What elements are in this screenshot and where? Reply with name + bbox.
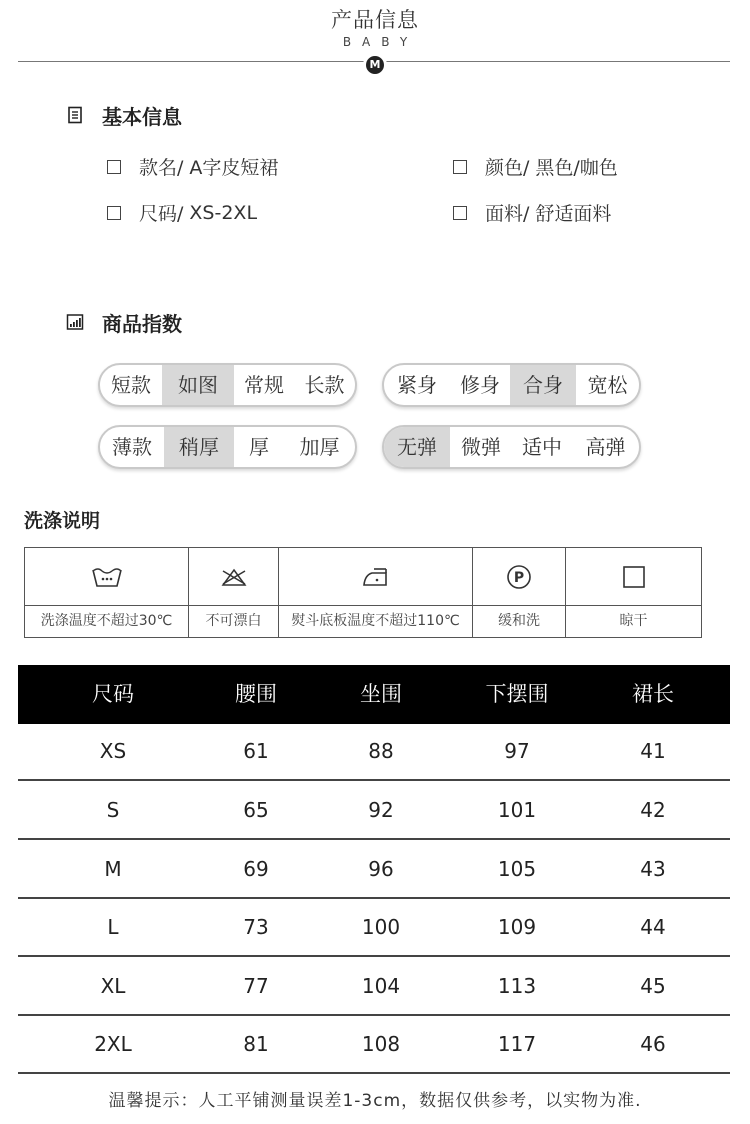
index-option: 长款: [304, 373, 345, 397]
washing-table: [24, 547, 702, 638]
info-item-fabric: [453, 199, 611, 226]
table-cell: L: [107, 915, 119, 939]
table-cell: 88: [368, 739, 394, 763]
wash-text: 缓和洗: [498, 613, 540, 629]
bar-chart-icon: [66, 313, 84, 331]
wash-text: 洗涤温度不超过30℃: [40, 613, 173, 629]
dry-clean-p-icon: [473, 562, 565, 592]
table-cell: 101: [497, 798, 537, 822]
info-label: 款名/: [139, 157, 184, 179]
table-row: [18, 842, 730, 899]
table-cell: 65: [243, 798, 269, 822]
info-label: 颜色/: [485, 157, 530, 179]
index-option-selected: 合身: [510, 365, 576, 405]
table-cell: 92: [368, 798, 394, 822]
size-table-header: [18, 665, 730, 724]
table-cell: 41: [640, 739, 666, 763]
wash-cell: [473, 548, 566, 637]
table-cell: 104: [361, 974, 401, 998]
table-cell: 105: [497, 857, 537, 881]
measurement-note: 温馨提示：人工平铺测量误差1-3cm，数据仅供参考，以实物为准.: [108, 1091, 642, 1111]
table-row: [18, 900, 730, 957]
index-option: 常规: [244, 373, 284, 397]
table-cell: 108: [361, 1032, 401, 1056]
index-option: 宽松: [587, 373, 628, 397]
info-value: 舒适面料: [535, 203, 612, 225]
table-cell: 109: [497, 915, 537, 939]
table-cell: 97: [504, 739, 530, 763]
table-cell: 44: [640, 915, 666, 939]
product-index-header: [66, 309, 182, 335]
index-fit: [382, 363, 641, 407]
index-option: 适中: [522, 435, 562, 459]
index-option-selected: 无弹: [384, 427, 450, 467]
table-row: [18, 724, 730, 781]
index-elasticity: [382, 425, 641, 469]
header-badge: M: [363, 53, 387, 77]
table-cell: 46: [640, 1032, 666, 1056]
document-icon: [66, 106, 84, 124]
header-cell: 下摆围: [485, 682, 549, 706]
table-row: [18, 1017, 730, 1074]
info-value: 黑色/咖色: [535, 157, 618, 179]
info-value: A字皮短裙: [189, 157, 279, 179]
no-bleach-icon: [189, 562, 278, 592]
header-cell: 坐围: [360, 682, 402, 706]
iron-icon: [279, 562, 472, 592]
index-option: 加厚: [299, 435, 340, 459]
index-option-selected: 稍厚: [164, 427, 234, 467]
product-index-title: 商品指数: [102, 311, 182, 336]
index-option: 高弹: [585, 435, 626, 459]
info-label: 面料/: [485, 203, 530, 225]
table-cell: 69: [243, 857, 269, 881]
page-title: 产品信息: [331, 8, 419, 32]
info-item-color: [453, 153, 618, 180]
table-cell: S: [106, 798, 120, 822]
index-option: 修身: [460, 373, 500, 397]
table-cell: 42: [640, 798, 666, 822]
wash-text: 熨斗底板温度不超过110℃: [291, 613, 460, 629]
table-cell: 77: [243, 974, 269, 998]
table-cell: 113: [497, 974, 537, 998]
header-cell: 裙长: [632, 682, 674, 706]
table-cell: 45: [640, 974, 666, 998]
checkbox-icon: [453, 206, 467, 220]
wash-cell: [189, 548, 279, 637]
wash-temp-30-icon: [25, 562, 188, 592]
table-cell: 73: [243, 915, 269, 939]
table-cell: XS: [99, 739, 127, 763]
table-cell: 2XL: [94, 1032, 132, 1056]
index-option: 微弹: [461, 435, 501, 459]
basic-info-header: [66, 102, 182, 128]
washing-title: 洗涤说明: [24, 510, 101, 532]
checkbox-icon: [453, 160, 467, 174]
table-cell: 96: [368, 857, 394, 881]
info-value: XS-2XL: [189, 201, 258, 224]
table-cell: 43: [640, 857, 666, 881]
index-option: 厚: [249, 435, 269, 459]
wash-cell: [279, 548, 473, 637]
table-cell: 61: [243, 739, 269, 763]
table-row: [18, 783, 730, 840]
index-option: 紧身: [397, 373, 437, 397]
index-thickness: [98, 425, 357, 469]
info-item-size: [107, 199, 257, 226]
table-cell: 117: [497, 1032, 537, 1056]
info-item-style: [107, 153, 278, 180]
page-subtitle: BABY: [342, 35, 419, 49]
table-cell: 81: [243, 1032, 269, 1056]
info-label: 尺码/: [139, 203, 184, 225]
table-row: [18, 959, 730, 1016]
wash-text: 晾干: [619, 613, 648, 629]
header-cell: 腰围: [235, 682, 277, 706]
header-cell: 尺码: [92, 682, 134, 706]
table-cell: 100: [361, 915, 401, 939]
line-dry-icon: [566, 562, 701, 592]
index-option: 薄款: [112, 435, 152, 459]
checkbox-icon: [107, 206, 121, 220]
index-option-selected: 如图: [162, 365, 234, 405]
index-length: [98, 363, 357, 407]
svg-text:P: P: [513, 570, 525, 586]
wash-text: 不可漂白: [205, 613, 262, 629]
table-cell: XL: [100, 974, 126, 998]
wash-cell: [25, 548, 189, 637]
checkbox-icon: [107, 160, 121, 174]
index-option: 短款: [111, 373, 151, 397]
basic-info-title: 基本信息: [102, 104, 182, 129]
table-cell: M: [104, 857, 122, 881]
wash-cell: [566, 548, 701, 637]
